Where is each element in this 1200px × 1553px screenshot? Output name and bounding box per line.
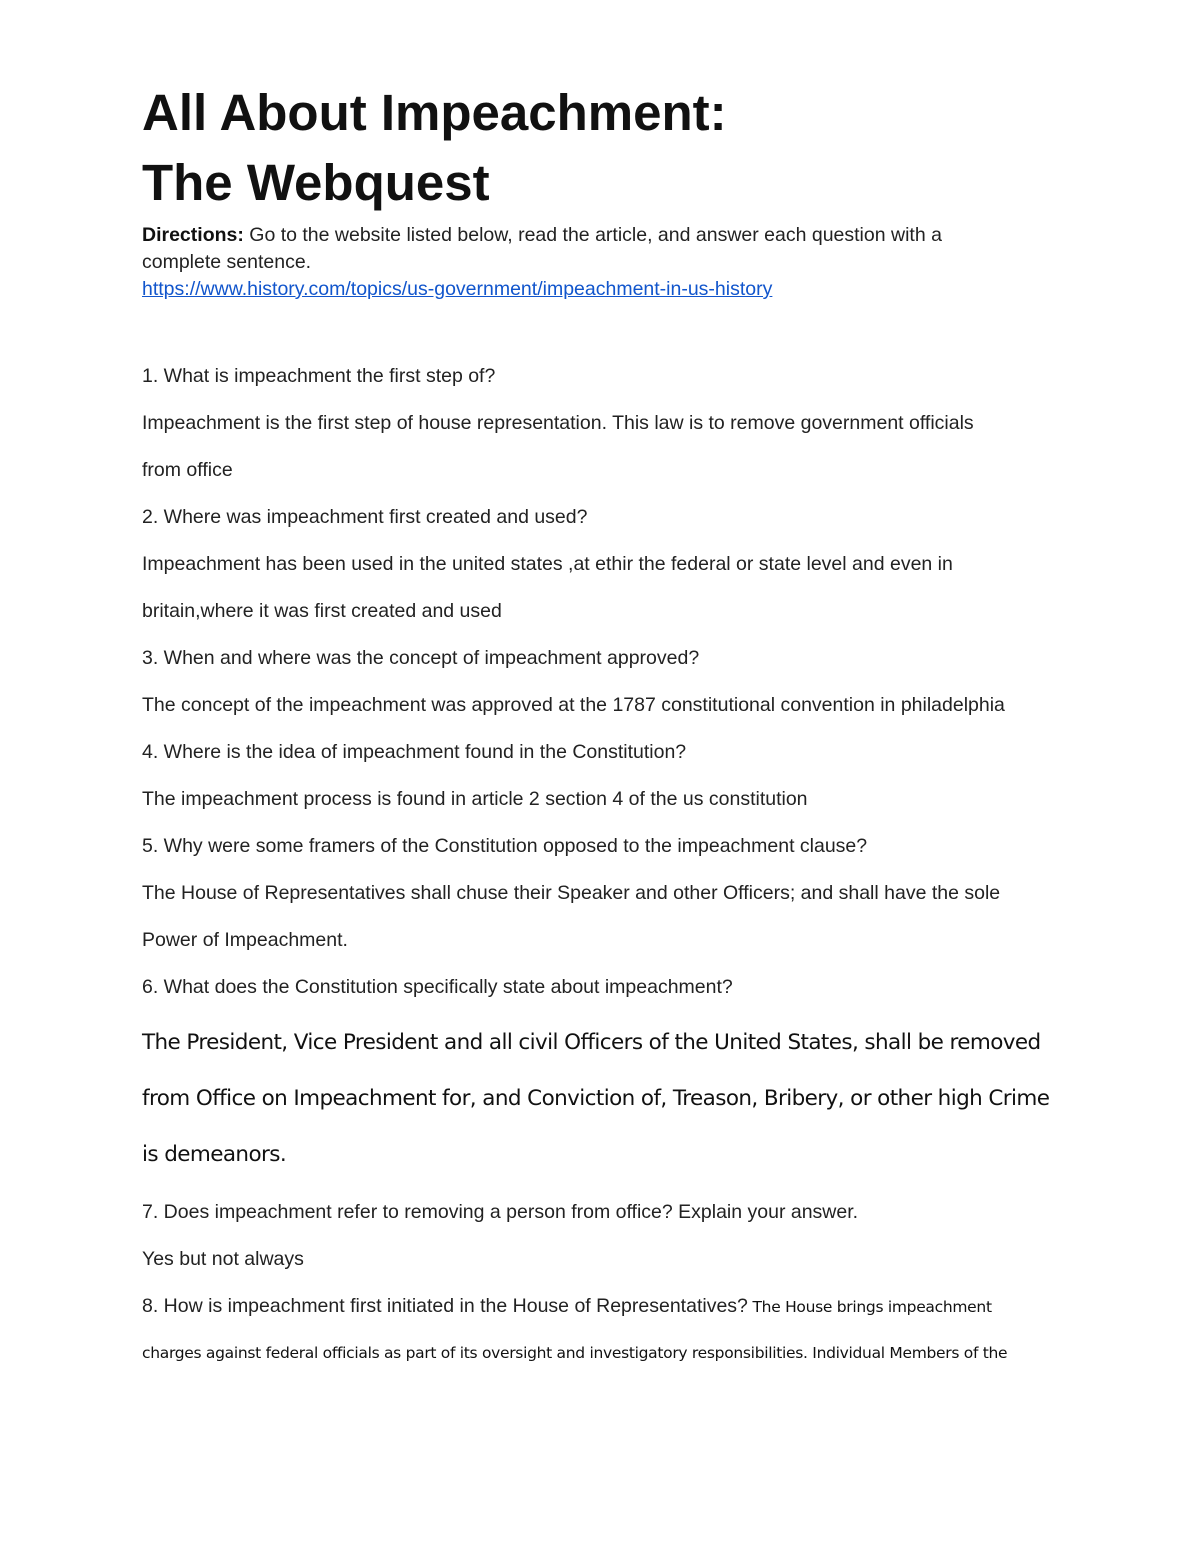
- directions-paragraph: [142, 222, 1072, 276]
- question-4: 4. Where is the idea of impeachment found in the Constitution?: [142, 741, 687, 763]
- answer-6-line-1: The President, Vice President and all civil Officers of the United States, shall be removed: [142, 1030, 1041, 1055]
- answer-3-line-1: The concept of the impeachment was approved at the 1787 constitutional convention in philadelphia: [142, 694, 1005, 716]
- question-5: 5. Why were some framers of the Constitution opposed to the impeachment clause?: [142, 835, 868, 857]
- question-1: 1. What is impeachment the first step of?: [142, 365, 496, 387]
- answer-8-line-1: The House brings impeachment: [747, 1298, 992, 1316]
- directions-text-1: Go to the website listed below, read the article, and answer each question with a: [243, 224, 942, 246]
- question-2: 2. Where was impeachment first created and used?: [142, 506, 588, 528]
- question-6: 6. What does the Constitution specifically state about impeachment?: [142, 976, 733, 998]
- answer-6-line-2: from Office on Impeachment for, and Conviction of, Treason, Bribery, or other high Crime: [142, 1086, 1050, 1111]
- answer-5-line-2: Power of Impeachment.: [142, 929, 348, 951]
- question-8-row: [142, 1283, 1072, 1331]
- answer-1-line-2: from office: [142, 459, 233, 481]
- article-link[interactable]: https://www.history.com/topics/us-government/impeachment-in-us-history: [142, 278, 773, 300]
- question-7: 7. Does impeachment refer to removing a person from office? Explain your answer.: [142, 1201, 859, 1223]
- question-8: 8. How is impeachment first initiated in the House of Representatives?: [142, 1295, 748, 1317]
- question-3: 3. When and where was the concept of impeachment approved?: [142, 647, 700, 669]
- answer-4-line-1: The impeachment process is found in article 2 section 4 of the us constitution: [142, 788, 808, 810]
- answer-8-line-2: charges against federal officials as part of its oversight and investigatory responsibilities. Individual Members of the: [142, 1344, 1008, 1362]
- answer-2-line-1: Impeachment has been used in the united states ,at ethir the federal or state level and even in: [142, 553, 953, 575]
- answer-5-line-1: The House of Representatives shall chuse their Speaker and other Officers; and shall have the sole: [142, 882, 1001, 904]
- directions-label: Directions:: [142, 224, 244, 246]
- question-list: [142, 353, 1072, 1376]
- directions-text-2: complete sentence.: [142, 251, 312, 273]
- title-line-2: The Webquest: [142, 154, 490, 211]
- answer-1-line-1: Impeachment is the first step of house representation. This law is to remove government officials: [142, 412, 974, 434]
- title-line-1: All About Impeachment:: [142, 84, 727, 141]
- answer-7-line-1: Yes but not always: [142, 1248, 304, 1270]
- document-body: [142, 78, 1072, 1376]
- answer-2-line-2: britain,where it was first created and used: [142, 600, 502, 622]
- answer-6-line-3: is demeanors.: [142, 1142, 287, 1167]
